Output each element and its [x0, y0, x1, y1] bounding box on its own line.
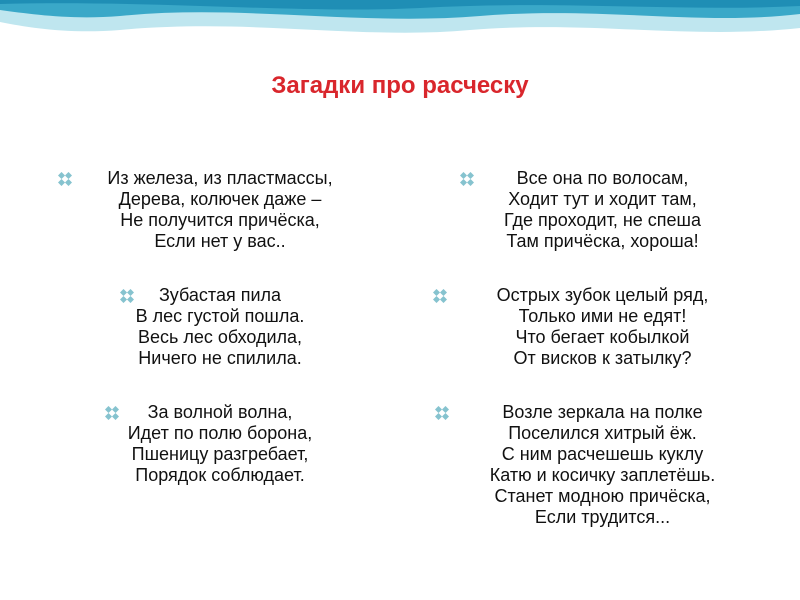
diamond-bullet-icon — [433, 289, 447, 303]
riddle-line: Все она по волосам, — [516, 168, 689, 188]
diamond-bullet-icon — [460, 172, 474, 186]
diamond-bullet-icon — [105, 406, 119, 420]
riddle-line: Ничего не спилила. — [138, 348, 302, 368]
diamond-bullet-icon — [58, 172, 72, 186]
riddle-line: Если трудится... — [534, 507, 671, 527]
riddle-line: Станет модною причёска, — [494, 486, 711, 506]
riddle-line: Возле зеркала на полке — [502, 402, 703, 422]
riddle-line: Не получится причёска, — [120, 210, 320, 230]
riddle-line: Где проходит, не спеша — [503, 210, 701, 230]
diamond-bullet-icon — [120, 289, 134, 303]
riddle-line: Порядок соблюдает. — [135, 465, 305, 485]
riddle-line: Если нет у вас.. — [154, 231, 286, 251]
riddle-line: Острых зубок целый ряд, — [496, 285, 709, 305]
riddle-block — [405, 402, 800, 528]
slide-title: Загадки про расческу — [271, 72, 529, 99]
riddle-line: Только ими не едят! — [518, 306, 687, 326]
riddle-line: Весь лес обходила, — [137, 327, 303, 347]
header-wave-decoration — [0, 0, 800, 60]
diamond-bullet-icon — [435, 406, 449, 420]
riddle-line: Там причёска, хороша! — [506, 231, 699, 251]
riddle-line: От висков к затылку? — [513, 348, 692, 368]
riddle-line: С ним расчешешь куклу — [501, 444, 704, 464]
riddle-line: Поселился хитрый ёж. — [508, 423, 697, 443]
riddle-block — [40, 285, 400, 369]
riddles-right-column — [405, 168, 800, 561]
riddle-block — [40, 168, 400, 252]
riddle-line: Катю и косичку заплетёшь. — [489, 465, 716, 485]
riddle-block — [405, 168, 800, 252]
riddle-line: Дерева, колючек даже – — [118, 189, 322, 209]
riddle-line: Пшеницу разгребает, — [131, 444, 309, 464]
riddle-line: В лес густой пошла. — [135, 306, 305, 326]
riddle-line: Ходит тут и ходит там, — [508, 189, 697, 209]
riddle-line: За волной волна, — [147, 402, 293, 422]
riddles-left-column — [40, 168, 400, 519]
riddle-block — [40, 402, 400, 486]
riddle-line: Зубастая пила — [158, 285, 282, 305]
riddle-line: Идет по полю борона, — [127, 423, 313, 443]
riddle-block — [405, 285, 800, 369]
riddle-line: Что бегает кобылкой — [515, 327, 690, 347]
riddle-line: Из железа, из пластмассы, — [107, 168, 333, 188]
